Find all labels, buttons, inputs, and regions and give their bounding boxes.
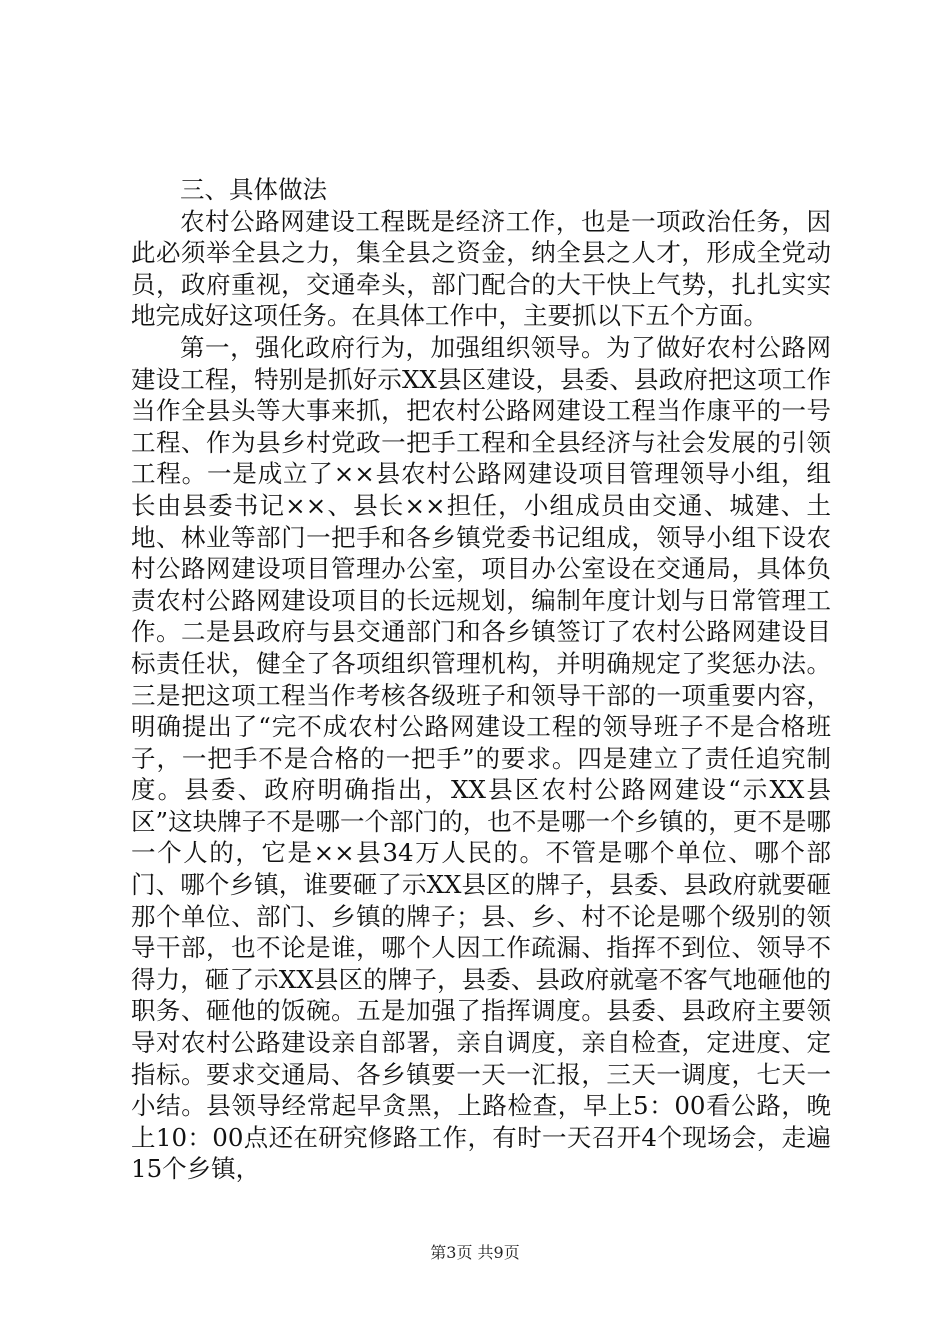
page-number-indicator: 第3页 共9页 (430, 1243, 520, 1262)
page-footer (0, 1240, 950, 1263)
section-heading: 三、具体做法 (180, 175, 327, 204)
paragraph-first-measure: 第一，强化政府行为，加强组织领导。为了做好农村公路网建设工程，特别是抓好示XX县区建设，县委、县政府把这项工作当作全县头等大事来抓，把农村公路网建设工程当作康平的一号工程、作为县乡村党政一把手工程和全县经济与社会发展的引领工程。一是成立了××县农村公路网建设项目管理领导小组，组长由县委书记××、县长××担任，小组成员由交通、城建、土地、林业等部门一把手和各乡镇党委书记组成，领导小组下设农村公路网建设项目管理办公室，项目办公室设在交通局，具体负责农村公路网建设项目的长远规划，编制年度计划与日常管理工作。二是县政府与县交通部门和各乡镇签订了农村公路网建设目标责任状，健全了各项组织管理机构，并明确规定了奖惩办法。三是把这项工程当作考核各级班子和领导干部的一项重要内容，明确提出了“完不成农村公路网建设工程的领导班子不是合格班子，一把手不是合格的一把手”的要求。四是建立了责任追究制度。县委、政府明确指出，XX县区农村公路网建设“示XX县区”这块牌子不是哪一个部门的，也不是哪一个乡镇的，更不是哪一个人的，它是××县34万人民的。不管是哪个单位、哪个部门、哪个乡镇，谁要砸了示XX县区的牌子，县委、县政府就要砸那个单位、部门、乡镇的牌子；县、乡、村不论是哪个级别的领导干部，也不论是谁，哪个人因工作疏漏、指挥不到位、领导不得力，砸了示XX县区的牌子，县委、县政府就毫不客气地砸他的职务、砸他的饭碗。五是加强了指挥调度。县委、县政府主要领导对农村公路建设亲自部署，亲自调度，亲自检查，定进度、定指标。要求交通局、各乡镇要一天一汇报，三天一调度，七天一小结。县领导经常起早贪黑，上路检查，早上5：00看公路，晚上10：00点还在研究修路工作，有时一天召开4个现场会，走遍15个乡镇， (131, 332, 831, 1184)
document-body (131, 174, 831, 1185)
paragraph-overview: 农村公路网建设工程既是经济工作，也是一项政治任务，因此必须举全县之力，集全县之资金，纳全县之人才，形成全党动员，政府重视，交通牵头，部门配合的大干快上气势，扎扎实实地完成好这项任务。在具体工作中，主要抓以下五个方面。 (131, 206, 831, 331)
